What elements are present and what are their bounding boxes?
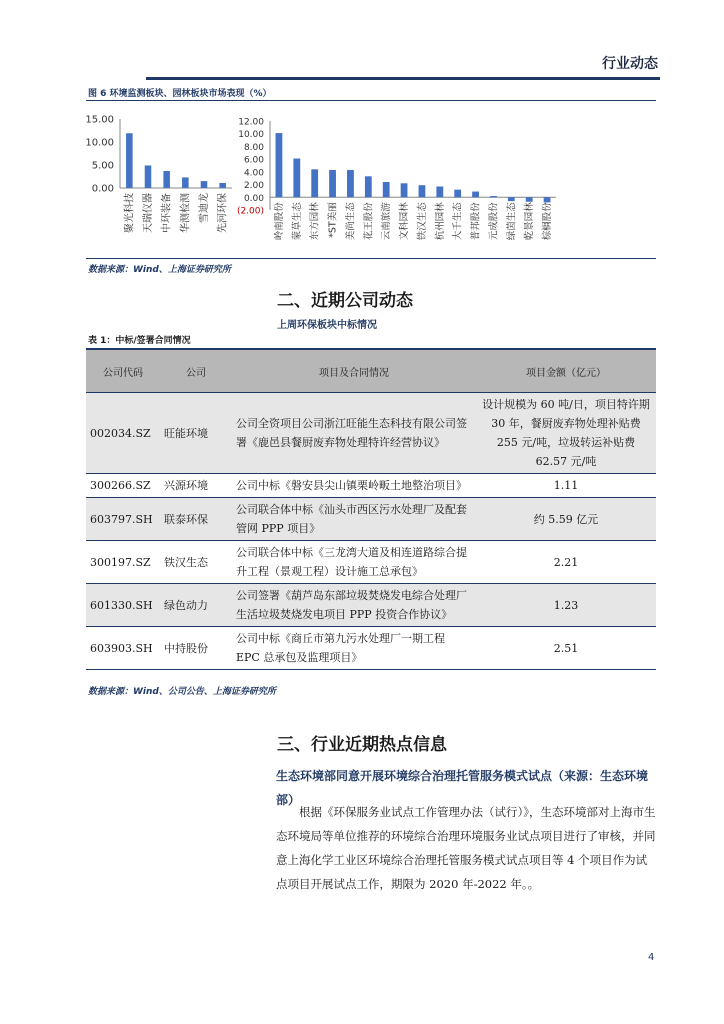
category-label: 东方园林 [309,202,321,241]
category-label: 云南旅游 [381,202,393,241]
bar-16 [544,197,551,202]
figure-caption: 图 6 环境监测板块、园林板块市场表现（%） [88,89,272,99]
cell-amount: 2.21 [476,541,656,584]
cell-company: 联泰环保 [160,498,232,541]
header-company: 公司 [160,349,232,393]
header-code: 公司代码 [86,349,160,393]
bar-5 [347,170,354,197]
y-tick-label: 10.00 [85,137,114,149]
header-rule [146,77,660,80]
bar-8 [401,183,408,197]
cell-company: 绿色动力 [160,584,232,627]
cell-company: 铁汉生态 [160,541,232,584]
cell-project: 公司中标《商丘市第九污水处理厂一期工程 EPC 总承包及监理项目》 [232,627,476,670]
section-title-industry-news: 三、行业近期热点信息 [277,735,447,755]
category-label: 杭州园林 [434,202,446,241]
cell-code: 601330.SH [86,584,160,627]
bar-1 [276,133,283,197]
category-label: 大千生态 [452,202,464,241]
cell-amount: 约 5.59 亿元 [476,498,656,541]
bar-2 [145,165,152,188]
bar-7 [383,182,390,197]
y-tick-label: 4.00 [243,168,264,179]
cell-code: 300266.SZ [86,474,160,498]
cell-amount: 1.23 [476,584,656,627]
bar-13 [490,196,497,197]
bar-15 [526,197,533,201]
category-label: 棕榈股份 [542,202,554,241]
category-label: 铁汉生态 [416,202,428,241]
cell-project: 公司联合体中标《三龙湾大道及相连道路综合提升工程（景观工程）设计施工总承包》 [232,541,476,584]
cell-code: 603903.SH [86,627,160,670]
bar-4 [329,170,336,197]
category-label: *ST美丽 [327,202,339,238]
table-row [86,627,656,670]
table-row [86,393,656,474]
y-tick-label: 5.00 [91,160,114,172]
bar-5 [201,181,208,188]
category-label: 乾景园林 [524,202,536,241]
cell-amount: 1.11 [476,474,656,498]
y-tick-label: 0.00 [91,183,114,195]
cell-company: 中持股份 [160,627,232,670]
table-source: 数据来源：Wind、公司公告、上海证券研究所 [88,687,276,697]
cell-project: 公司联合体中标《汕头市西区污水处理厂及配套管网 PPP 项目》 [232,498,476,541]
category-label: 天瑞仪器 [143,193,154,233]
category-label: 雪迪龙 [199,193,210,223]
figure-bottom-rule [86,258,656,259]
page-number: 4 [648,952,655,963]
table-row [86,584,656,627]
y-tick-label: 6.00 [243,155,264,166]
category-label: 先河环保 [217,193,229,233]
cell-project: 公司全资项目公司浙江旺能生态科技有限公司签署《鹿邑县餐厨废弃物处理特许经营协议》 [232,393,476,474]
table-row [86,498,656,541]
table-label: 表 1：中标/签署合同情况 [88,336,191,346]
section-title-company-news: 二、近期公司动态 [277,291,413,311]
y-tick-label: 0.00 [243,193,264,204]
cell-company: 兴源环境 [160,474,232,498]
table-row [86,541,656,584]
bar-4 [182,177,189,188]
bar-3 [163,171,170,188]
bar-12 [472,192,479,198]
cell-project: 公司签署《葫芦岛东部垃圾焚烧发电综合处理厂生活垃圾焚烧发电项目 PPP 投资合作协议》 [232,584,476,627]
header-amount: 项目金额（亿元） [476,349,656,393]
cell-code: 002034.SZ [86,393,160,474]
cell-code: 300197.SZ [86,541,160,584]
category-label: 聚光科技 [124,193,136,233]
category-label: 文科园林 [399,202,411,241]
category-label: 元成股份 [488,202,500,241]
bar-3 [311,169,318,197]
bar-9 [419,185,426,197]
news-body: 根据《环保服务业试点工作管理办法（试行）》，生态环境部对上海市生态环境局等单位推荐的环境综合治理环境服务业试点项目进行了审核，并同意上海化学工业区环境综合治理托管服务模式试点项目等 4 个项目作为试点项目开展试点工作，期限为 2020 年-2022 年。。 [276,805,656,891]
chart-landscaping [236,104,560,254]
category-label: 普邦股份 [470,202,482,241]
bar-11 [454,190,461,198]
bar-6 [219,183,226,188]
figure-source: 数据来源：Wind、上海证券研究所 [88,265,231,275]
category-label: 蒙草生态 [291,202,303,241]
category-label: 花王股份 [363,202,375,241]
category-label: 中环装备 [161,193,173,233]
y-tick-label: (2.00) [236,206,264,217]
cell-amount: 设计规模为 60 吨/日，项目特许期 30 年，餐厨废弃物处理补贴费 255 元/吨，垃圾转运补贴费 62.57 元/吨 [476,393,656,474]
table-subtitle: 上周环保板块中标情况 [277,320,377,331]
category-label: 绿茵生态 [506,202,518,241]
category-label: 华测检测 [180,193,192,233]
cell-amount: 2.51 [476,627,656,670]
y-tick-label: 2.00 [243,181,264,192]
chart-monitoring [86,104,236,254]
bar-10 [436,186,443,197]
cell-company: 旺能环境 [160,393,232,474]
page-header-title: 行业动态 [602,56,658,72]
cell-project: 公司中标《磐安县尖山镇栗岭畈土地整治项目》 [232,474,476,498]
category-label: 美尚生态 [345,202,357,241]
header-project: 项目及合同情况 [232,349,476,393]
news-headline: 生态环境部同意开展环境综合治理托管服务模式试点（来源：生态环境部） [276,769,649,807]
y-tick-label: 10.00 [238,130,264,141]
contracts-table [86,348,656,670]
y-tick-label: 15.00 [85,114,114,126]
bar-2 [293,159,300,198]
figure-top-rule [86,100,656,101]
bar-6 [365,176,372,197]
y-tick-label: 8.00 [243,142,264,153]
table-header-row [86,349,656,393]
bar-14 [508,197,515,201]
cell-code: 603797.SH [86,498,160,541]
category-label: 岭南股份 [273,202,285,241]
y-tick-label: 12.00 [238,117,264,128]
bar-1 [126,133,133,188]
table-row [86,474,656,498]
